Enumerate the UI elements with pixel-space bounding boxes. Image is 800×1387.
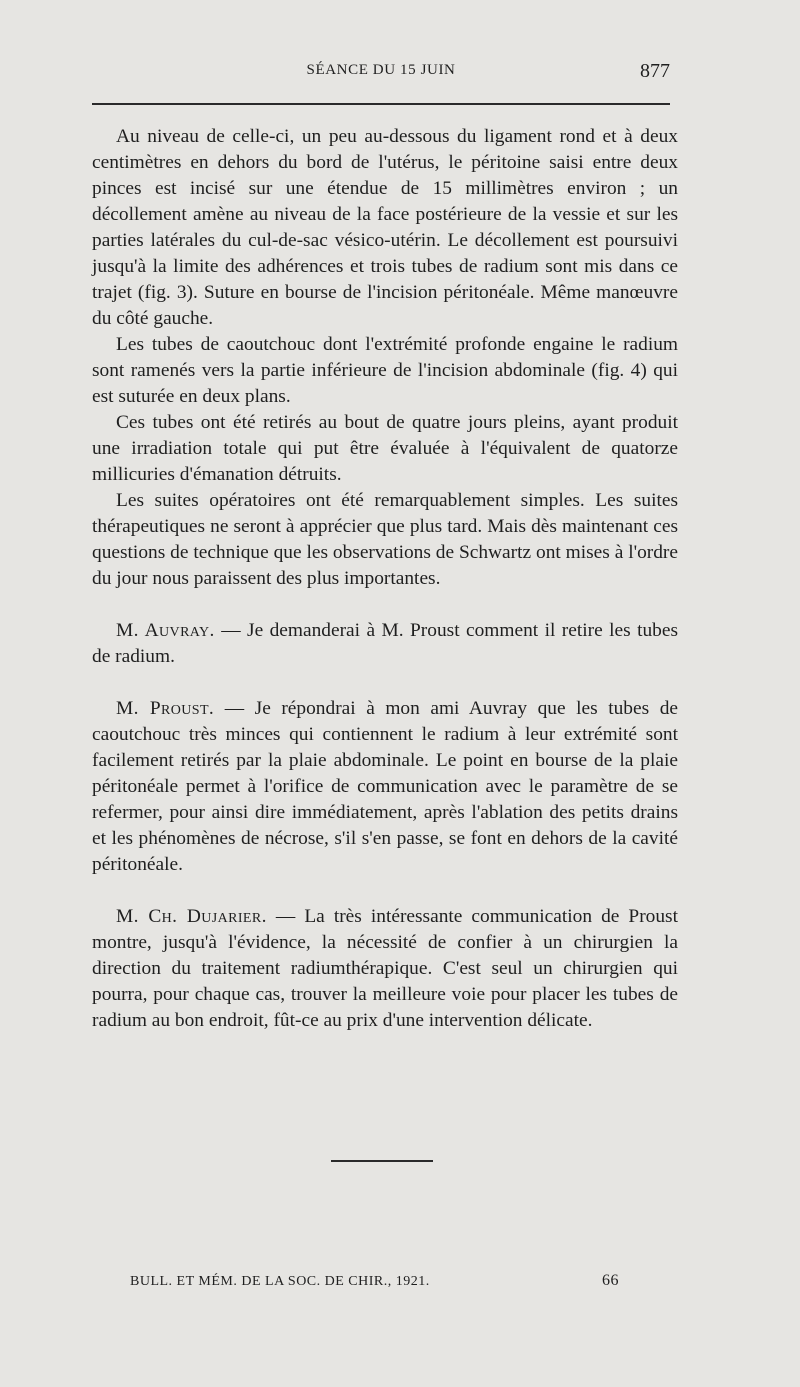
running-title: SÉANCE DU 15 JUIN — [306, 62, 456, 78]
intervention-text: — La très intéressante communication de Proust montre, jusqu'à l'évidence, la nécessité de confier à un chirurgien la direction du traitement radiumthérapique. C'est seul un chirurgien qui pourra, pour chaque cas, trouver la meilleure voie pour placer les tubes de radium au bon endroit, fût-ce au prix d'une intervention délicate. — [92, 906, 678, 1031]
speaker-name: M. Ch. Dujarier. — [116, 906, 267, 927]
intervention-text: — Je répondrai à mon ami Auvray que les tubes de caoutchouc très minces qui contiennent le radium à leur extrémité sont facilement retirés par la plaie abdominale. Le point en bourse de la plaie péritonéale permet à l'orifice de communication avec le paramètre de se refermer, pour ainsi dire immédiatement, après l'ablation des petits drains et les phénomènes de nécrose, s'il s'en passe, se font en dehors de la cavité péritonéale. — [92, 698, 679, 875]
intervention-dujarier — [92, 904, 678, 1034]
signature-mark: 66 — [602, 1272, 619, 1289]
intervention-auvray — [92, 618, 678, 670]
paragraph-rubber-tubes: Les tubes de caoutchouc dont l'extrémité profonde engaine le radium sont ramenés vers la partie inférieure de l'incision abdominale (fig. 4) qui est suturée en deux plans. — [92, 334, 678, 407]
speaker-name: M. Auvray. — [116, 620, 215, 641]
paragraph-procedure: Au niveau de celle-ci, un peu au-dessous du ligament rond et à deux centimètres en dehors du bord de l'utérus, le péritoine saisi entre deux pinces est incisé sur une étendue de 15 millimètres environ ; un décollement amène au niveau de la face postérieure de la vessie et sur les parties latérales du cul-de-sac vésico-utérin. Le décollement est poursuivi jusqu'à la limite des adhérences et trois tubes de radium sont mis dans ce trajet (fig. 3). Suture en bourse de l'incision péritonéale. Même manœuvre du côté gauche. — [92, 126, 678, 329]
paragraph-irradiation: Ces tubes ont été retirés au bout de quatre jours pleins, ayant produit une irradiation totale qui put être évaluée à l'équivalent de quatorze millicuries d'émanation détruits. — [92, 412, 678, 485]
speaker-name: M. Proust. — [116, 698, 215, 719]
journal-reference: BULL. ET MÉM. DE LA SOC. DE CHIR., 1921. — [130, 1274, 430, 1289]
header-rule — [92, 103, 670, 105]
section-end-rule — [331, 1160, 433, 1162]
intervention-text: — Je demanderai à M. Proust comment il retire les tubes de radium. — [92, 620, 678, 667]
intervention-proust — [92, 696, 678, 878]
article-body — [92, 124, 678, 1034]
page-number: 877 — [640, 60, 670, 82]
footer — [130, 1270, 670, 1300]
paragraph-outcomes: Les suites opératoires ont été remarquablement simples. Les suites thérapeutiques ne seront à apprécier que plus tard. Mais dès maintenant ces questions de technique que les observations de Schwartz ont mises à l'ordre du jour nous paraissent des plus importantes. — [92, 490, 678, 589]
running-head — [92, 62, 670, 88]
